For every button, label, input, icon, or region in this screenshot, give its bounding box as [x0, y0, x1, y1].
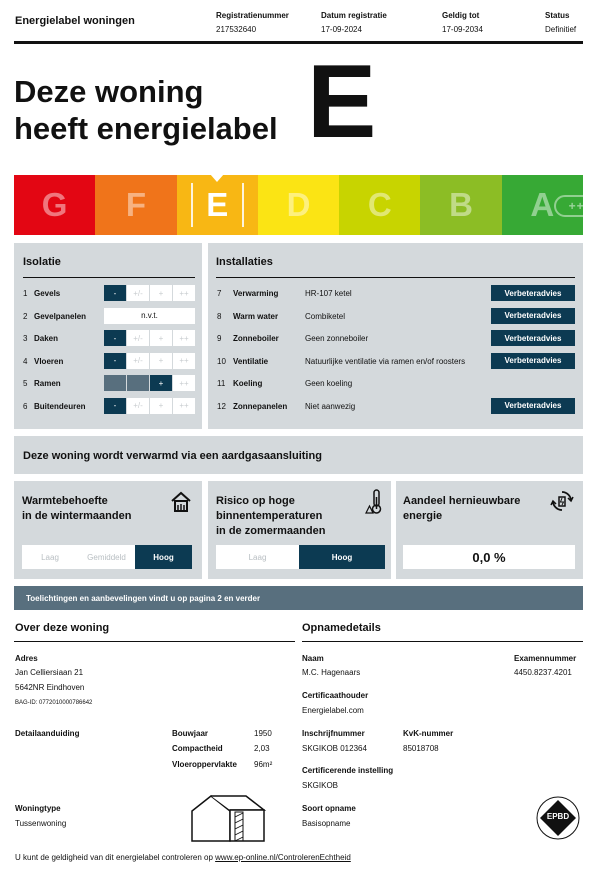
installatie-row-value: Geen zonneboiler: [305, 334, 369, 343]
isolatie-rating-cell: -: [104, 330, 126, 346]
datum-registratie-value: 17-09-2024: [321, 25, 362, 34]
label-class-c: [339, 175, 420, 235]
isolatie-rating-scale: [104, 285, 196, 301]
certificerende-instelling-value: SKGIKOB: [302, 781, 339, 790]
risico-scale: [216, 545, 385, 569]
house-heat-icon: [170, 491, 192, 513]
adres-line-1: Jan Celliersiaan 21: [15, 668, 84, 677]
isolatie-row-number: 1: [23, 289, 28, 298]
toelichting-bar: Toelichtingen en aanbevelingen vindt u op pagina 2 en verder: [14, 586, 583, 610]
label-class-b: [420, 175, 501, 235]
installatie-row-value: Combiketel: [305, 311, 346, 321]
warmtebehoefte-option-gemiddeld: Gemiddeld: [78, 545, 135, 569]
registratienummer-block: [216, 11, 289, 34]
risico-option-laag: Laag: [216, 545, 299, 569]
isolatie-rating-scale: [104, 330, 196, 346]
isolatie-rating-cell: [104, 375, 126, 391]
risico-panel: [208, 481, 391, 579]
certificaathouder-label: Certificaathouder: [302, 691, 369, 700]
warmtebehoefte-option-hoog: Hoog: [135, 545, 192, 569]
installatie-row-label: Ventilatie: [233, 356, 269, 366]
isolatie-rating-scale: [104, 398, 196, 414]
footer-text: [15, 853, 351, 862]
vloeroppervlakte-label: Vloeroppervlakte: [172, 760, 237, 769]
kvk-value: 85018708: [403, 744, 439, 753]
inschrijfnummer-value: SKGIKOB 012364: [302, 744, 367, 753]
isolatie-rating-cell: +: [150, 330, 172, 346]
warmtebehoefte-title: [22, 494, 131, 524]
label-class-g: [14, 175, 95, 235]
isolatie-rating-cell: +/-: [127, 398, 149, 414]
isolatie-rating-scale: [104, 375, 196, 391]
isolatie-row-number: 6: [23, 401, 28, 411]
isolatie-title: Isolatie: [23, 256, 61, 268]
epbd-logo-text: EPBD: [546, 812, 570, 821]
isolatie-row-label: Buitendeuren: [34, 401, 86, 411]
isolatie-rating-value: n.v.t.: [104, 308, 195, 324]
certificerende-instelling-label: Certificerende instelling: [302, 766, 394, 775]
isolatie-panel: [14, 243, 202, 429]
risico-title: [216, 494, 325, 539]
kvk-label: KvK-nummer: [403, 729, 454, 738]
hernieuwbaar-panel: [396, 481, 583, 579]
naam-label: Naam: [302, 654, 324, 663]
isolatie-row-number: 5: [23, 379, 28, 388]
energy-label-letter: E: [307, 44, 377, 160]
isolatie-rating-scale: [104, 308, 196, 324]
over-woning-divider: [14, 641, 295, 642]
label-class-e: [177, 175, 258, 235]
isolatie-row-label: Daken: [34, 334, 59, 343]
document-title: Energielabel woningen: [15, 15, 135, 27]
installatie-row-number: 12: [217, 401, 226, 411]
warmtebehoefte-title-line-1: Warmtebehoefte: [22, 495, 108, 507]
isolatie-row-number: 2: [23, 311, 28, 321]
hernieuwbaar-title: [403, 494, 520, 524]
over-woning-title: Over deze woning: [15, 622, 110, 634]
label-class-a: [502, 175, 601, 235]
hernieuwbaar-value: 0,0 %: [403, 545, 575, 569]
verbeteradvies-button[interactable]: Verbeteradvies: [491, 398, 575, 414]
status-label: Status: [545, 11, 570, 20]
examennummer-label: Examennummer: [514, 654, 577, 663]
certificaathouder-value: Energielabel.com: [302, 706, 364, 715]
warmtebehoefte-panel: [14, 481, 202, 579]
woningtype-value: Tussenwoning: [15, 819, 67, 828]
adres-line-2: 5642NR Eindhoven: [15, 683, 85, 692]
installatie-row-label: Zonneboiler: [233, 334, 279, 343]
isolatie-rating-cell: ++: [173, 375, 195, 391]
warmtebehoefte-option-laag: Laag: [22, 545, 78, 569]
installatie-row-value: HR-107 ketel: [305, 289, 352, 298]
woningtype-label: Woningtype: [15, 804, 61, 813]
installatie-row-number: 7: [217, 289, 222, 298]
installatie-row-value: Natuurlijke ventilatie via ramen en/of roosters: [305, 356, 466, 366]
header-divider: [14, 41, 583, 44]
risico-option-hoog: Hoog: [299, 545, 385, 569]
installaties-divider: [216, 277, 575, 278]
isolatie-rating-cell: +/-: [127, 285, 149, 301]
verbeteradvies-button[interactable]: Verbeteradvies: [491, 308, 575, 324]
compactheid-label: Compactheid: [172, 744, 223, 753]
isolatie-row-number: 3: [23, 334, 28, 343]
hero-line-2: heeft energielabel: [14, 111, 278, 146]
risico-title-line-2: binnentemperaturen: [216, 510, 323, 522]
status-value: Definitief: [545, 25, 577, 34]
label-class-letter: A: [530, 186, 555, 223]
selected-class-marker: [210, 174, 224, 182]
installatie-row-label: Warm water: [233, 311, 279, 321]
bouwjaar-label: Bouwjaar: [172, 729, 209, 738]
isolatie-rating-cell: +: [150, 398, 172, 414]
label-class-f: [95, 175, 176, 235]
epbd-logo: [535, 795, 581, 841]
installatie-row-number: 9: [217, 334, 222, 343]
installatie-row-label: Zonnepanelen: [233, 401, 288, 411]
installatie-row-value: Geen koeling: [305, 379, 353, 388]
isolatie-rating-cell: ++: [173, 353, 195, 369]
soort-opname-value: Basisopname: [302, 819, 351, 828]
opnamedetails-divider: [302, 641, 583, 642]
isolatie-row-label: Ramen: [34, 379, 61, 388]
status-block: [545, 11, 576, 34]
datum-registratie-block: [321, 11, 387, 34]
footer-text-main: U kunt de geldigheid van dit energielabel controleren op: [15, 853, 216, 862]
installatie-row-label: Verwarming: [233, 289, 279, 298]
inschrijfnummer-label: Inschrijfnummer: [302, 729, 365, 738]
risico-title-line-1: Risico op hoge: [216, 495, 295, 507]
soort-opname-label: Soort opname: [302, 804, 356, 813]
registratienummer-label: Registratienummer: [216, 11, 289, 20]
detailaanduiding-label: Detailaanduiding: [15, 729, 80, 738]
geldig-tot-value: 17-09-2034: [442, 25, 483, 34]
isolatie-rating-cell: -: [104, 398, 126, 414]
label-class-letter: C: [367, 186, 392, 223]
energy-label-scale: [14, 175, 601, 235]
hernieuwbaar-title-line-1: Aandeel hernieuwbare: [403, 495, 521, 507]
thermometer-warning-icon: [365, 489, 385, 515]
examennummer-value: 4450.8237.4201: [514, 668, 572, 677]
isolatie-rating-cell: +: [150, 285, 172, 301]
installatie-row-number: 11: [217, 379, 226, 388]
ep-online-link[interactable]: www.ep-online.nl/ControlerenEchtheid: [215, 853, 351, 862]
isolatie-rating-cell: +: [150, 375, 172, 391]
a-plus-indicator: ++++: [554, 195, 616, 217]
registratienummer-value: 217532640: [216, 25, 257, 34]
isolatie-rating-cell: [127, 375, 149, 391]
compactheid-value: 2,03: [254, 744, 270, 753]
warmtebehoefte-title-line-2: in de wintermaanden: [22, 510, 132, 522]
isolatie-row-label: Gevels: [34, 289, 61, 298]
isolatie-rating-cell: ++: [173, 330, 195, 346]
opnamedetails-title: Opnamedetails: [302, 622, 381, 634]
house-type-illustration: [189, 793, 267, 843]
label-class-letter: D: [286, 186, 311, 223]
verwarming-banner-text: Deze woning wordt verwarmd via een aardgasaansluiting: [23, 450, 322, 462]
geldig-tot-block: [442, 11, 483, 34]
isolatie-rating-scale: [104, 353, 196, 369]
bag-id: BAG-ID: 0772010000786642: [15, 700, 93, 706]
isolatie-row-label: Gevelpanelen: [34, 311, 87, 321]
label-class-letter: B: [449, 186, 473, 223]
verbeteradvies-button[interactable]: Verbeteradvies: [491, 353, 575, 369]
isolatie-rating-cell: ++: [173, 285, 195, 301]
label-class-letter: E: [206, 186, 229, 223]
isolatie-row-number: 4: [23, 356, 28, 366]
vloeroppervlakte-value: 96m²: [254, 760, 273, 769]
isolatie-rating-cell: -: [104, 285, 126, 301]
label-class-d: [258, 175, 339, 235]
naam-value: M.C. Hagenaars: [302, 668, 361, 677]
verbeteradvies-button[interactable]: Verbeteradvies: [491, 330, 575, 346]
adres-label: Adres: [15, 654, 38, 663]
installatie-row-number: 10: [217, 356, 226, 366]
isolatie-divider: [23, 277, 195, 278]
renewable-energy-icon: [550, 489, 574, 513]
installatie-row-value: Niet aanwezig: [305, 401, 356, 411]
geldig-tot-label: Geldig tot: [442, 11, 480, 20]
installaties-title: Installaties: [216, 256, 273, 268]
hero-heading: [14, 73, 278, 147]
verbeteradvies-button[interactable]: Verbeteradvies: [491, 285, 575, 301]
warmtebehoefte-scale: [22, 545, 192, 569]
isolatie-row-label: Vloeren: [34, 356, 64, 366]
verwarming-banner: [14, 436, 583, 474]
isolatie-rating-cell: ++: [173, 398, 195, 414]
installatie-row-number: 8: [217, 311, 222, 321]
installatie-row-label: Koeling: [233, 379, 263, 388]
label-class-letter: G: [41, 186, 68, 223]
isolatie-rating-cell: +: [150, 353, 172, 369]
hernieuwbaar-title-line-2: energie: [403, 510, 443, 522]
bouwjaar-value: 1950: [254, 729, 272, 738]
datum-registratie-label: Datum registratie: [321, 11, 387, 20]
hero-line-1: Deze woning: [14, 74, 204, 109]
isolatie-rating-cell: +/-: [127, 353, 149, 369]
isolatie-rating-cell: -: [104, 353, 126, 369]
isolatie-rating-cell: +/-: [127, 330, 149, 346]
label-class-letter: F: [125, 186, 146, 223]
risico-title-line-3: in de zomermaanden: [216, 525, 326, 537]
